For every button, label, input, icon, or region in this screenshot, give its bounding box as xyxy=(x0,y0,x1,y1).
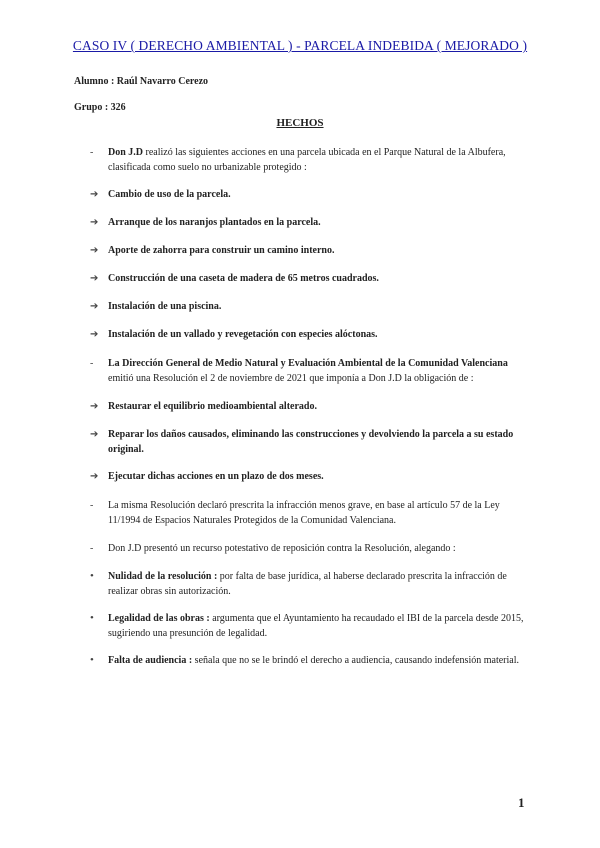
fact-bold: Don J.D xyxy=(108,147,144,158)
action-item xyxy=(90,243,530,258)
arrow-icon: ➔ xyxy=(90,329,99,340)
allegation-item xyxy=(90,611,530,641)
arrow-icon: ➔ xyxy=(90,301,99,312)
arrow-icon: ➔ xyxy=(90,217,99,228)
dash-marker: - xyxy=(90,543,94,554)
allegation-item xyxy=(90,653,530,668)
obligation-text: Ejecutar dichas acciones en un plazo de dos meses. xyxy=(108,471,324,482)
action-text: Arranque de los naranjos plantados en la parcela. xyxy=(108,217,321,228)
dash-marker: - xyxy=(90,147,94,158)
obligation-item xyxy=(90,399,530,414)
allegation-title: Nulidad de la resolución : xyxy=(108,571,218,582)
arrow-icon: ➔ xyxy=(90,189,99,200)
arrow-icon: ➔ xyxy=(90,245,99,256)
action-item xyxy=(90,299,530,314)
bullet-icon: • xyxy=(90,570,94,582)
allegation-text: señala que no se le brindó el derecho a audiencia, causando indefensión material. xyxy=(192,655,519,666)
allegation-title: Legalidad de las obras : xyxy=(108,613,210,624)
fact-text: realizó las siguientes acciones en una parcela ubicada en el Parque Natural de la Albufera, clasificada como suelo no urbanizable protegido : xyxy=(108,147,506,173)
fact-bold: La Dirección General de Medio Natural y Evaluación Ambiental de la Comunidad Valenciana xyxy=(108,358,508,369)
group-number: Grupo : 326 xyxy=(74,102,126,113)
fact-text: emitió una Resolución el 2 de noviembre de 2021 que imponía a Don J.D la obligación de : xyxy=(108,373,474,384)
document-title: CASO IV ( DERECHO AMBIENTAL ) - PARCELA INDEBIDA ( MEJORADO ) xyxy=(72,38,528,53)
fact-item xyxy=(90,541,530,556)
allegation-title: Falta de audiencia : xyxy=(108,655,193,666)
action-item xyxy=(90,187,530,202)
allegation-text: argumenta que el Ayuntamiento ha recaudado el IBI de la parcela desde 2015, sugiriendo una presunción de legalidad. xyxy=(108,613,524,639)
action-item xyxy=(90,215,530,230)
obligation-text: Reparar los daños causados, eliminando las construcciones y devolviendo la parcela a su estado original. xyxy=(108,429,514,455)
action-text: Cambio de uso de la parcela. xyxy=(108,189,231,200)
fact-item xyxy=(90,498,530,528)
arrow-icon: ➔ xyxy=(90,471,99,482)
fact-item xyxy=(90,356,530,386)
action-item xyxy=(90,327,530,342)
arrow-icon: ➔ xyxy=(90,429,99,440)
allegation-item xyxy=(90,569,530,599)
action-text: Construcción de una caseta de madera de 65 metros cuadrados. xyxy=(108,273,379,284)
bullet-icon: • xyxy=(90,654,94,666)
obligation-text: Restaurar el equilibrio medioambiental alterado. xyxy=(108,401,317,412)
fact-text: La misma Resolución declaró prescrita la infracción menos grave, en base al artículo 57 de la Ley 11/1994 de Espacios Naturales Protegidos de la Comunidad Valenciana. xyxy=(108,500,500,526)
bullet-icon: • xyxy=(90,612,94,624)
allegation-text: por falta de base jurídica, al haberse declarado prescrita la infracción de realizar obras sin autorización. xyxy=(108,571,507,597)
fact-item xyxy=(90,145,530,175)
arrow-icon: ➔ xyxy=(90,401,99,412)
fact-text: Don J.D presentó un recurso potestativo de reposición contra la Resolución, alegando : xyxy=(108,543,456,554)
student-name: Alumno : Raúl Navarro Cerezo xyxy=(74,76,209,87)
section-heading: HECHOS xyxy=(276,117,324,129)
arrow-icon: ➔ xyxy=(90,273,99,284)
obligation-item xyxy=(90,427,530,457)
action-text: Instalación de un vallado y revegetación con especies alóctonas. xyxy=(108,329,378,340)
obligation-item xyxy=(90,469,530,484)
page-number: 1 xyxy=(518,795,525,810)
dash-marker: - xyxy=(90,358,94,369)
action-item xyxy=(90,271,530,286)
dash-marker: - xyxy=(90,500,94,511)
action-text: Instalación de una piscina. xyxy=(108,301,222,312)
action-text: Aporte de zahorra para construir un camino interno. xyxy=(108,245,335,256)
